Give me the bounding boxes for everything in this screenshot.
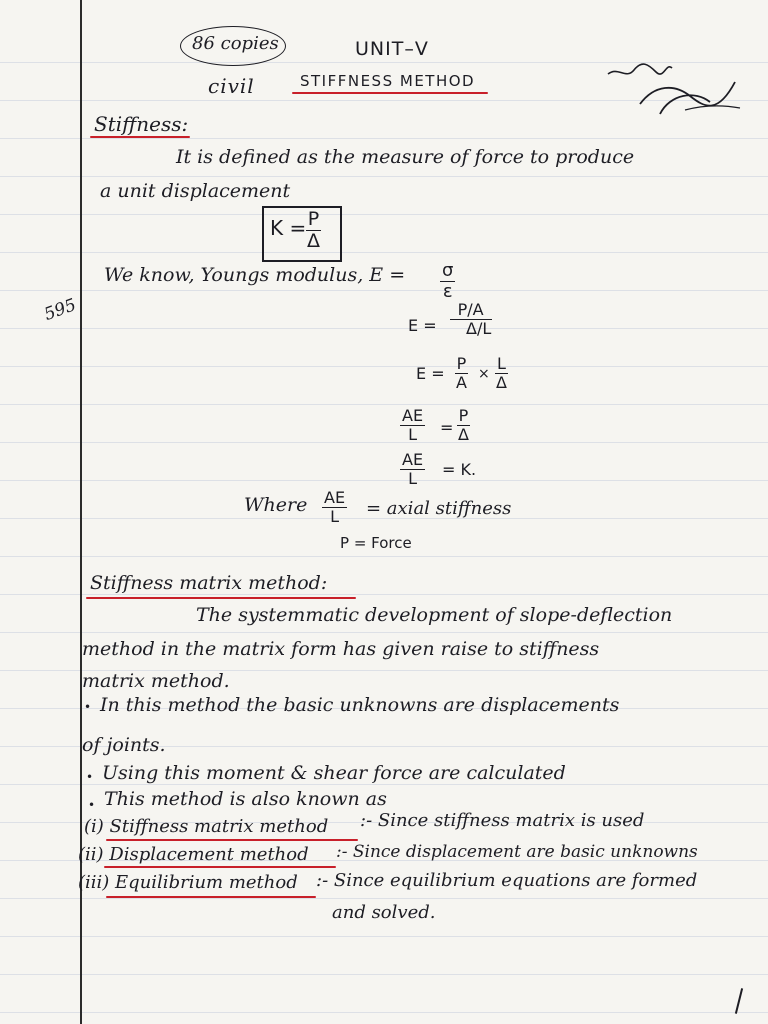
bullet-3-marker: • [88,798,96,812]
item-2-label: (ii) Displacement method [78,844,309,865]
eq5-num: AE [402,450,424,469]
item-3-line-2: and solved. [332,902,436,923]
eq2-lhs: E = [408,316,437,335]
item-3-label: (iii) Equilibrium method [78,872,298,893]
definition-line-1: It is defined as the measure of force to produce [176,146,635,168]
margin-line [80,0,82,1024]
where-word: Where [244,494,308,516]
item-1-underline [106,839,358,841]
eq2-fraction [448,302,493,337]
youngs-fraction [440,262,455,302]
eq3-times: × [478,366,490,382]
matrix-method-heading: Stiffness matrix method: [90,572,328,594]
where-rhs: = axial stiffness [366,498,512,519]
item-3-desc: :- Since equilibrium equations are formed [316,870,698,891]
pen-mark [735,988,743,1014]
paragraph-line-1: The systemmatic development of slope-deflection [196,604,673,626]
eq4-den1: L [408,424,417,444]
bullet-1-marker: • [84,700,92,714]
eq3-lhs: E = [416,364,445,383]
eq3-den1: A [456,372,467,392]
epsilon: ε [442,280,453,302]
matrix-method-heading-underline [86,597,356,599]
eq3-frac2 [494,356,509,391]
method-title: STIFFNESS METHOD [300,72,476,90]
eq2-num: P/A [450,302,492,320]
item-2-underline [104,866,336,868]
margin-number: 595 [41,295,79,325]
bullet-2: Using this moment & shear force are calculated [102,762,566,784]
eq2-den: Δ/L [466,318,492,338]
where-den: L [330,506,339,526]
item-1-desc: :- Since stiffness matrix is used [360,810,645,831]
eq5-rhs: = K. [442,460,477,479]
item-3-underline [106,896,316,898]
eq5-frac [400,452,425,487]
bullet-1-line-1: In this method the basic unknowns are displacements [100,694,620,716]
eq4-num1: AE [402,406,424,425]
eq4-eq: = [440,418,454,437]
sigma: σ [442,260,454,281]
paragraph-line-2: method in the matrix form has given raise to stiffness [82,638,600,660]
k-num: P [307,208,320,230]
eq3-num1: P [456,354,467,373]
force-definition: P = Force [340,534,412,552]
signature [600,44,750,124]
k-lhs: K = [270,216,307,240]
item-1-label: (i) Stiffness matrix method [84,816,329,837]
stiffness-heading-underline [90,136,190,138]
copies-note: 86 copies [192,33,279,54]
bullet-1-line-2: of joints. [82,734,166,756]
eq4-frac2 [456,408,471,443]
where-fraction [322,490,347,525]
bullet-2-marker: • [86,770,94,784]
k-den: Δ [307,229,320,252]
eq3-frac1 [454,356,469,391]
paragraph-line-3: matrix method. [82,670,230,692]
stiffness-heading: Stiffness: [94,112,189,136]
definition-line-2: a unit displacement [100,180,291,202]
bullet-3: This method is also known as [104,788,387,810]
unit-title: UNIT–V [355,38,429,60]
eq4-frac1 [400,408,425,443]
eq4-den2: Δ [458,424,469,444]
dept-note: civil [208,74,255,98]
eq3-num2: L [497,354,506,373]
k-fraction [305,210,322,252]
where-num: AE [324,488,346,507]
item-2-desc: :- Since displacement are basic unknowns [336,842,698,862]
eq4-num2: P [458,406,469,425]
eq3-den2: Δ [496,372,507,392]
eq5-den: L [408,468,417,488]
title-underline [292,92,488,94]
youngs-prefix: We know, Youngs modulus, E = [104,264,406,286]
